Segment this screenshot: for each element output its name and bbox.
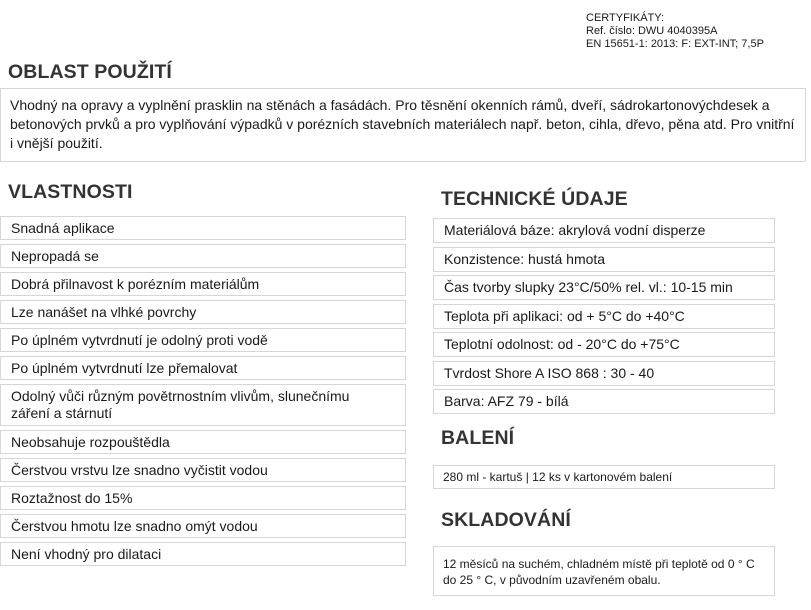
list-item: Není vhodný pro dilataci <box>0 542 406 566</box>
storage-text: 12 měsíců na suchém, chladném místě při teplotě od 0 ° C do 25 ° C, v původním uzavřeném obalu. <box>433 546 775 596</box>
certificates-norm: EN 15651-1: 2013: F: EXT-INT; 7,5P <box>586 38 764 50</box>
usage-heading: OBLAST POUŽITÍ <box>8 61 172 83</box>
list-item: Čas tvorby slupky 23°C/50% rel. vl.: 10-15 min <box>433 275 775 300</box>
list-item: Konzistence: hustá hmota <box>433 247 775 272</box>
certificates-ref: Ref. číslo: DWU 4040395A <box>586 25 718 37</box>
list-item: Odolný vůči různým povětrnostním vlivům, slunečnímu záření a stárnutí <box>0 384 406 426</box>
list-item: Barva: AFZ 79 - bílá <box>433 389 775 414</box>
packaging-text: 280 ml - kartuš | 12 ks v kartonovém balení <box>433 465 775 489</box>
list-item: Roztažnost do 15% <box>0 486 406 510</box>
technical-heading: TECHNICKÉ ÚDAJE <box>441 188 628 210</box>
list-item: Čerstvou vrstvu lze snadno vyčistit vodou <box>0 458 406 482</box>
certificates-block <box>586 12 808 51</box>
list-item: Po úplném vytvrdnutí lze přemalovat <box>0 356 406 380</box>
technical-list <box>433 218 775 418</box>
list-item: Čerstvou hmotu lze snadno omýt vodou <box>0 514 406 538</box>
properties-list <box>0 216 406 570</box>
list-item: Po úplném vytvrdnutí je odolný proti vodě <box>0 328 406 352</box>
list-item: Teplotní odolnost: od - 20°C do +75°C <box>433 332 775 357</box>
certificates-title: CERTYFIKÁTY: <box>586 12 665 24</box>
list-item: Tvrdost Shore A ISO 868 : 30 - 40 <box>433 361 775 386</box>
list-item: Neobsahuje rozpouštědla <box>0 430 406 454</box>
list-item: Snadná aplikace <box>0 216 406 240</box>
list-item: Materiálová báze: akrylová vodní disperze <box>433 218 775 243</box>
packaging-heading: BALENÍ <box>441 427 515 449</box>
properties-heading: VLASTNOSTI <box>8 181 133 203</box>
list-item: Lze nanášet na vlhké povrchy <box>0 300 406 324</box>
storage-heading: SKLADOVÁNÍ <box>441 509 571 531</box>
list-item: Dobrá přilnavost k porézním materiálům <box>0 272 406 296</box>
list-item: Teplota při aplikaci: od + 5°C do +40°C <box>433 304 775 329</box>
usage-text: Vhodný na opravy a vyplnění prasklin na stěnách a fasádách. Pro těsnění okenních rámů, dveří, sádrokartonovýchdesek a betonových prvků a pro vyplňování výpadků v porézních stavebních materiálech např. beton, cihla, dřevo, pěna atd. Pro vnitřní i vnější použití. <box>0 88 806 162</box>
list-item: Nepropadá se <box>0 244 406 268</box>
